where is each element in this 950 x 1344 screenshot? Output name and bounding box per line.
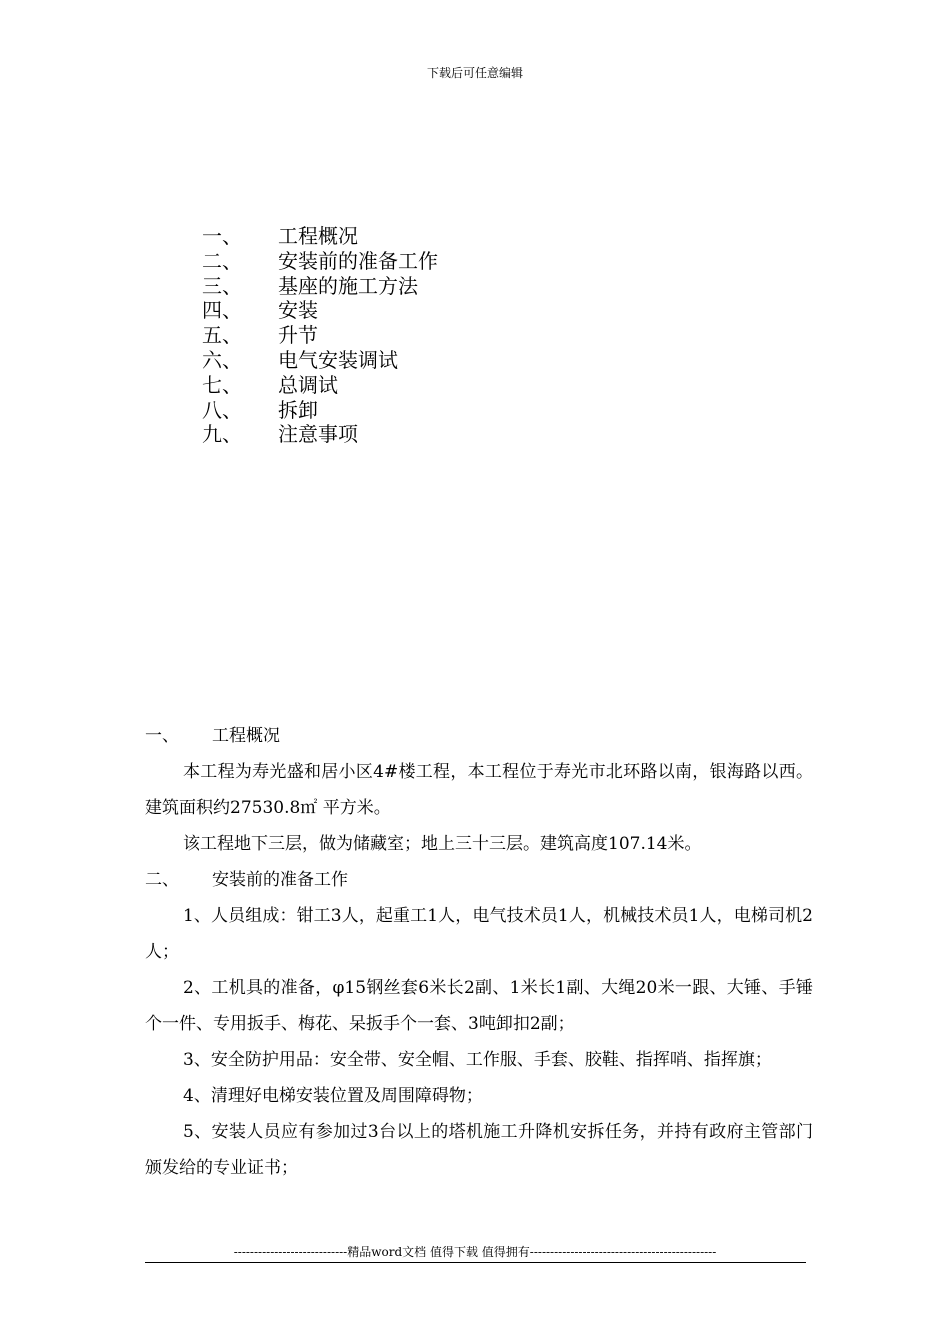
page-footer: ----------------------------精品word文档 值得下载 值得拥有----------------------------------------------: [233, 1245, 717, 1259]
toc-item-title: 升节: [278, 323, 318, 348]
toc-item: [202, 422, 438, 447]
toc-item-number: 一、: [202, 224, 242, 248]
toc-item-number: 二、: [202, 248, 242, 273]
toc-item-title: 安装前的准备工作: [278, 248, 438, 273]
toc-item: [202, 398, 438, 423]
footer-divider: [145, 1262, 806, 1263]
toc-item: [202, 298, 438, 323]
paragraph: 本工程为寿光盛和居小区4#楼工程，本工程位于寿光市北环路以南，银海路以西。建筑面积约27530.8㎡ 平方米。: [145, 762, 813, 818]
toc-item-title: 总调试: [278, 372, 338, 397]
paragraph: 1、人员组成：钳工3人，起重工1人，电气技术员1人，机械技术员1人，电梯司机2人；: [145, 906, 813, 962]
toc-item: [202, 373, 438, 398]
toc-item: [202, 323, 438, 348]
toc-item: [202, 224, 438, 249]
toc-item-number: 五、: [202, 323, 242, 348]
paragraph: 该工程地下三层，做为储藏室；地上三十三层。建筑高度107.14米。: [183, 834, 702, 854]
page-header: 下载后可任意编辑: [426, 66, 523, 80]
toc-item-title: 电气安装调试: [278, 347, 398, 372]
section-heading-preparation: [145, 862, 813, 898]
paragraph: 5、安装人员应有参加过3台以上的塔机施工升降机安拆任务，并持有政府主管部门颁发给的专业证书；: [145, 1122, 813, 1178]
paragraph: 4、清理好电梯安装位置及周围障碍物；: [183, 1086, 483, 1106]
toc-item: [202, 249, 438, 274]
section-heading-overview: [145, 718, 813, 754]
section-number: 二、: [145, 870, 179, 890]
toc-item-title: 工程概况: [278, 224, 358, 248]
paragraph: 2、工机具的准备，φ15钢丝套6米长2副、1米长1副、大绳20米一跟、大锤、手锤个一件、专用扳手、梅花、呆扳手个一套、3吨卸扣2副；: [145, 978, 813, 1034]
toc-item-number: 三、: [202, 273, 242, 298]
toc-item-number: 九、: [202, 422, 242, 447]
toc-item-title: 安装: [278, 298, 318, 323]
toc-item-number: 六、: [202, 347, 242, 372]
toc-item-title: 拆卸: [278, 397, 318, 422]
toc-item-number: 四、: [202, 298, 242, 323]
toc-item: [202, 274, 438, 299]
toc-item-number: 八、: [202, 397, 242, 422]
toc-item: [202, 348, 438, 373]
section-number: 一、: [145, 726, 179, 746]
paragraph: 3、安全防护用品：安全带、安全帽、工作服、手套、胶鞋、指挥哨、指挥旗；: [183, 1050, 772, 1070]
toc-item-title: 基座的施工方法: [278, 273, 418, 298]
section-title: 工程概况: [212, 726, 280, 746]
section-title: 安装前的准备工作: [212, 870, 348, 890]
toc-item-number: 七、: [202, 372, 242, 397]
table-of-contents: [202, 224, 438, 447]
document-body: [145, 718, 813, 1186]
toc-item-title: 注意事项: [278, 422, 358, 447]
